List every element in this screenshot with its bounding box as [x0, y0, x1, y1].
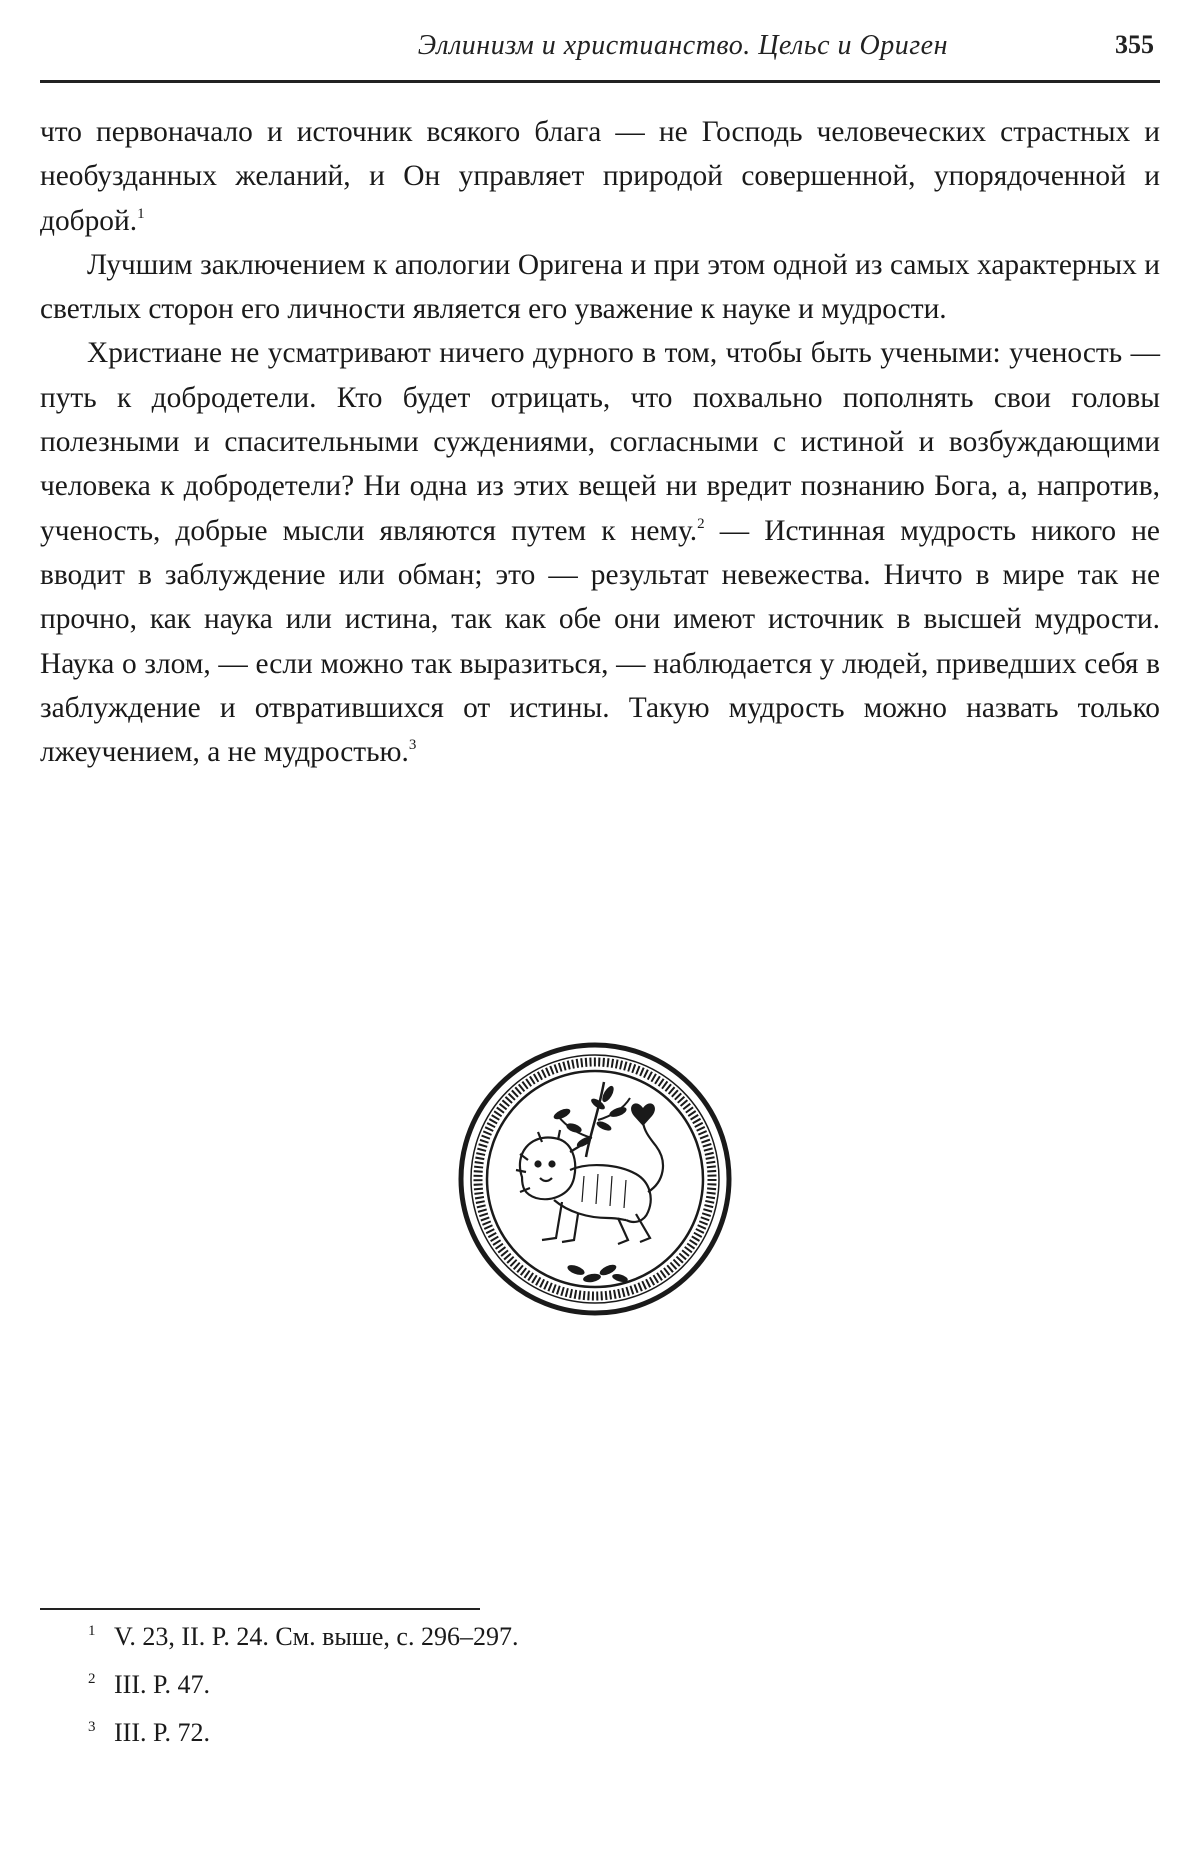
- footnote-text: III. P. 72.: [114, 1718, 211, 1747]
- footnotes: [88, 1610, 518, 1754]
- footnote-ref-2[interactable]: 2: [697, 515, 705, 532]
- footnote-2: [88, 1658, 518, 1706]
- footnote-3: [88, 1706, 518, 1754]
- footnote-text: III. P. 47.: [114, 1670, 211, 1699]
- footnote-1: [88, 1610, 518, 1658]
- paragraph-2: [40, 243, 1160, 332]
- paragraph-1: [40, 110, 1160, 243]
- paragraph-1-text: что первоначало и источник всякого блага — не Господь человеческих страстных и необузданных желаний, и Он управляет природой совершенной, упорядоченной и доброй.: [40, 116, 1160, 237]
- running-title: Эллинизм и христианство. Цельс и Ориген: [417, 30, 948, 61]
- main-text: [40, 110, 1160, 774]
- footnote-ref-3[interactable]: 3: [408, 737, 417, 754]
- paragraph-3-text-a: Христиане не усматривают ничего дурного в том, чтобы быть учеными: ученость — путь к добродетели. Кто будет отрицать, что похвально пополнять свои головы полезными и спасительными суждениями, согласными с истиной и возбуждающими человека к добродетели? Ни одна из этих вещей ни вредит познанию Бога, а, напротив, ученость, добрые мысли являются путем к нему.: [40, 337, 1160, 547]
- footnote-ref-1[interactable]: 1: [137, 205, 145, 222]
- footnote-mark: 3: [88, 1719, 96, 1735]
- paragraph-3-text-b: — Истинная мудрость никого не вводит в заблуждение или обман; это — результат невежества. Ничто в мире так не прочно, как наука или истина, так как обе они имеют источник в высшей мудрости. Наука о злом, — если можно так выразиться, — наблюдается у людей, приведших себя в заблуждение и отвратившихся от истины. Такую мудрость можно назвать только лжеучением, а не мудростью.: [40, 514, 1160, 769]
- footnote-text: V. 23, II. P. 24. См. выше, с. 296–297.: [114, 1622, 519, 1651]
- lion-medallion-icon: [458, 1042, 732, 1316]
- paragraph-2-text: Лучшим заключением к апологии Оригена и при этом одной из самых характерных и светлых сторон его личности является его уважение к науке и мудрости.: [40, 248, 1160, 326]
- page-number: 355: [1115, 30, 1154, 59]
- footnote-mark: 2: [88, 1671, 96, 1687]
- footnote-mark: 1: [88, 1623, 96, 1639]
- running-header: [40, 22, 1160, 80]
- header-rule: [40, 80, 1160, 83]
- paragraph-3: [40, 331, 1160, 774]
